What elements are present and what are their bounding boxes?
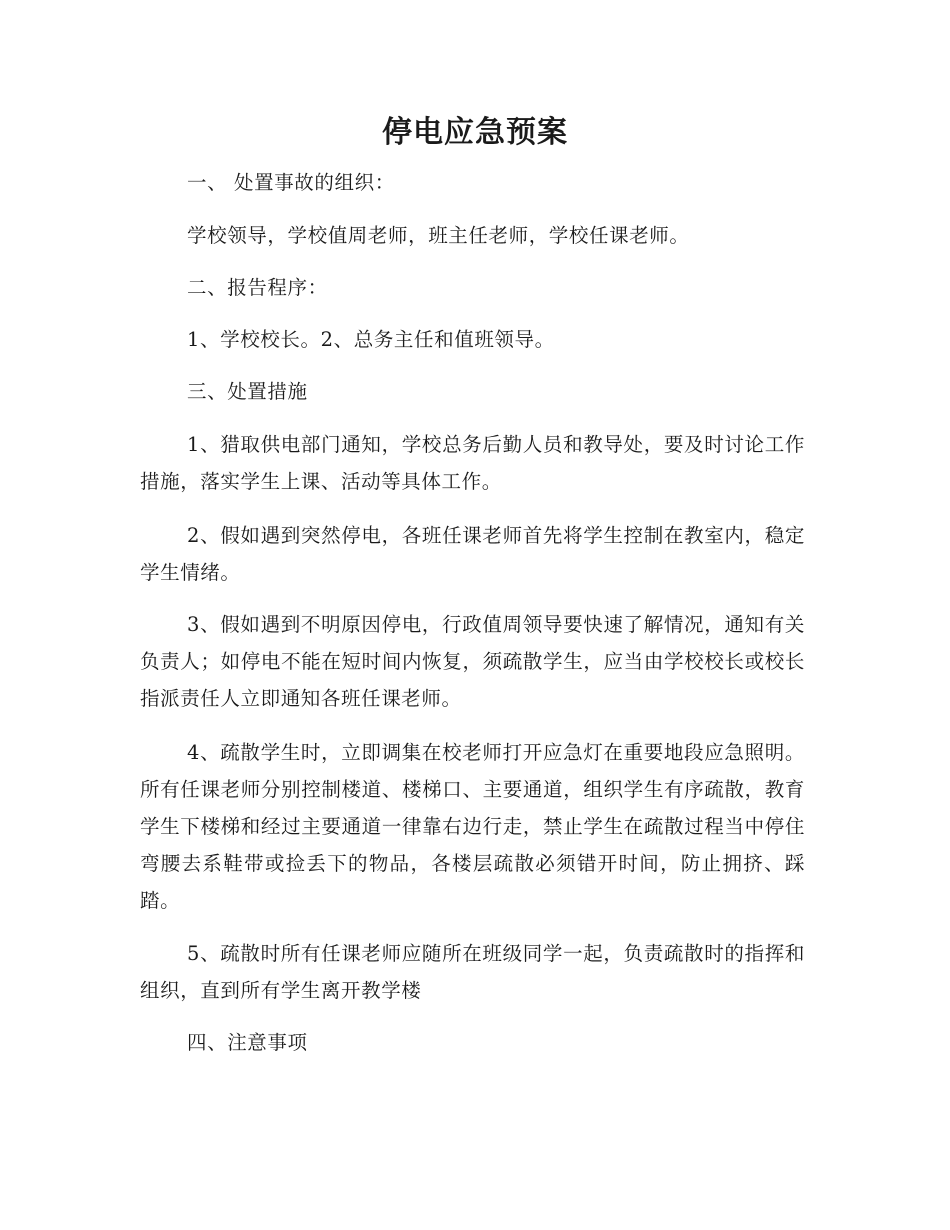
paragraph-report-procedure: 1、学校校长。2、总务主任和值班领导。	[187, 328, 555, 351]
paragraph-organization-members: 学校领导，学校值周老师，班主任老师，学校任课老师。	[187, 224, 690, 247]
section-heading-report-procedure: 二、报告程序：	[187, 276, 328, 299]
section-heading-notes: 四、注意事项	[187, 1031, 308, 1054]
paragraph-measure-5: 5、疏散时所有任课老师应随所在班级同学一起，负责疏散时的指挥和组织，直到所有学生离开教学楼	[140, 942, 805, 1002]
paragraph-measure-4: 4、疏散学生时，立即调集在校老师打开应急灯在重要地段应急照明。所有任课老师分别控制楼道、楼梯口、主要通道，组织学生有序疏散，教育学生下楼梯和经过主要通道一律靠右边行走，禁止学生在疏散过程当中停住弯腰去系鞋带或捡丢下的物品，各楼层疏散必须错开时间，防止拥挤、踩踏。	[140, 741, 805, 912]
paragraph-measure-2: 2、假如遇到突然停电，各班任课老师首先将学生控制在教室内，稳定学生情绪。	[140, 524, 805, 584]
paragraph-measure-1: 1、猎取供电部门通知，学校总务后勤人员和教导处，要及时讨论工作措施，落实学生上课、活动等具体工作。	[140, 433, 805, 493]
document-title: 停电应急预案	[382, 115, 568, 150]
paragraph-measure-3: 3、假如遇到不明原因停电，行政值周领导要快速了解情况，通知有关负责人；如停电不能在短时间内恢复，须疏散学生，应当由学校校长或校长指派责任人立即通知各班任课老师。	[140, 613, 805, 710]
section-heading-measures: 三、处置措施	[187, 380, 308, 403]
section-heading-organization: 一、 处置事故的组织：	[187, 171, 395, 194]
